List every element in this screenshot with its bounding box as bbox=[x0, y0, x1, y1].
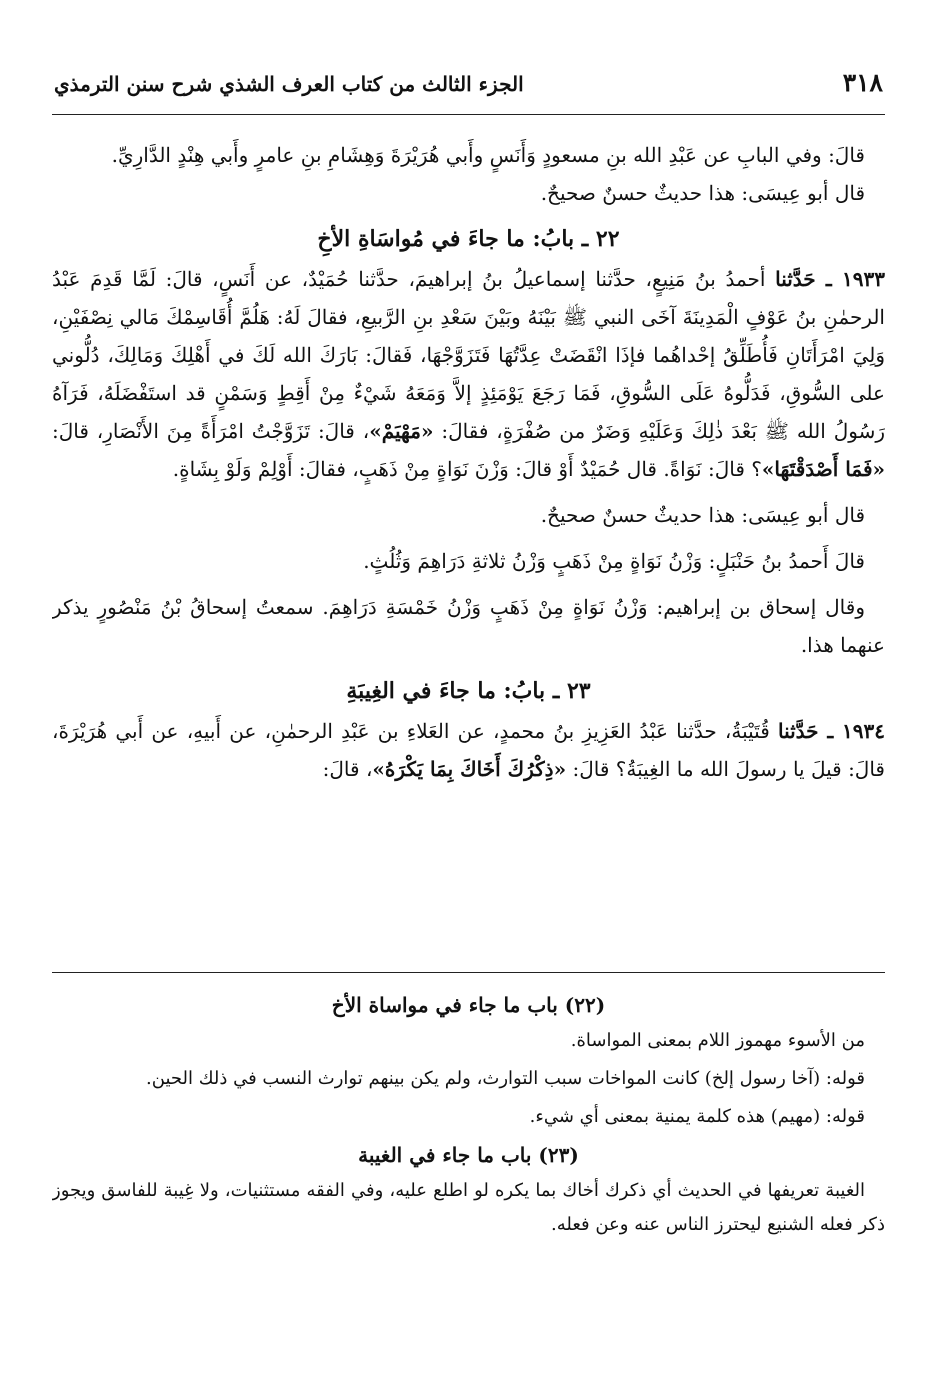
hadith-1933-text: أحمدُ بنُ مَنِيعٍ، حدَّثنا إسماعيلُ بنُ إبراهيمَ، حدَّثنا حُمَيْدٌ، عن أَنَسٍ، قالَ: لَمَّا قَدِمَ عَبْدُ الرحمٰنِ بنُ عَوْفٍ الْمَدِينَةَ آخَى النبي ﷺ بَيْنَهُ وبَيْنَ سَعْدِ بنِ الرَّبيعِ، فقالَ لَهُ: هَلُمَّ أُقَاسِمْكَ مَالي نِصْفَيْنِ، وَلِيَ امْرَأَتَانِ فَأُطَلِّقُ إحْداهُما فإذَا انْقَضَتْ عِدَّتُهَا فَتَزَوَّجْهَا، فَقالَ: بَارَكَ الله لَكَ في أَهْلِكَ وَمَالِكَ، دُلُّوني على السُّوقِ، فَدَلُّوهُ عَلَى السُّوقِ، فَمَا رَجَعَ يَوْمَئِذٍ إلاَّ وَمَعَهُ شَيْءٌ مِنْ أَقِطٍ وَسَمْنٍ قد استَفْضَلَهُ، فَرَآهُ رَسُولُ الله ﷺ بَعْدَ ذٰلِكَ وَعَلَيْهِ وَضَرٌ من صُفْرَةٍ، فقالَ: bbox=[52, 267, 885, 443]
hadith-1933-text-3: ؟ قالَ: نَوَاةً. قال حُمَيْدٌ أَوْ قالَ: وَزْنَ نَوَاةٍ مِنْ ذَهَبٍ، فقالَ: أَوْلِمْ وَلَوْ بِشَاةٍ. bbox=[172, 457, 762, 481]
hadith-1933-quote-2: «فَمَا أَصْدَقْتَهَا» bbox=[761, 457, 885, 481]
commentary-line-1: من الأسوء مهموز اللام بمعنى المواساة. bbox=[570, 1030, 865, 1051]
commentary-line-2: قوله: (آخا رسول إلخ) كانت المواخات سبب التوارث، ولم يكن بينهم توارث النسب في ذلك الحين. bbox=[146, 1068, 865, 1089]
hadith-1934 bbox=[52, 712, 885, 788]
hadith-1934-text: قُتَيْبَةُ، حدَّثنا عَبْدُ العَزِيزِ بنُ محمدٍ، عن العَلاءِ بن عَبْدِ الرحمٰنِ، عن أَبيهِ، عن أَبي هُرَيْرَةَ، قالَ: قيلَ يا رسولَ الله ما الغِيبَةُ؟ قالَ: bbox=[52, 719, 885, 781]
hadith-number-1933: ١٩٣٣ ـ حَدَّثنا bbox=[775, 267, 885, 291]
main-text bbox=[52, 136, 885, 956]
hadith-1933-quote-1: «مَهْيَمْ» bbox=[369, 419, 434, 443]
running-title: الجزء الثالث من كتاب العرف الشذي شرح سنن الترمذي bbox=[54, 72, 524, 96]
commentary-section bbox=[52, 984, 885, 1334]
page-number: ٣١٨ bbox=[842, 68, 883, 97]
paragraph-grading-2: قال أبو عِيسَى: هذا حديثٌ حسنٌ صحيحٌ. bbox=[540, 503, 865, 527]
commentary-heading-23: (٢٣) باب ما جاء في الغيبة bbox=[358, 1143, 579, 1167]
footnote-separator bbox=[52, 972, 885, 973]
chapter-heading-23: ٢٣ ـ بابُ: ما جاءَ في الغِيبَةِ bbox=[346, 678, 591, 704]
commentary-line-3: قوله: (مهيم) هذه كلمة يمنية بمعنى أي شيء. bbox=[529, 1106, 865, 1127]
commentary-line-4: الغيبة تعريفها في الحديث أي ذكرك أخاك بما يكره لو اطلع عليه، وفي الفقه مستثنيات، ولا غِيبة للفاسق ويجوز ذكر فعله الشنيع ليحترز الناس عنه وعن فعله. bbox=[52, 1180, 885, 1235]
hadith-1934-quote: «ذِكْرُكَ أَخَاكَ بِمَا يَكْرَهُ» bbox=[372, 757, 567, 781]
hadith-1933-text-2: ، قالَ: تَزَوَّجْتُ امْرَأَةً مِنَ الأَنْصَارِ، قالَ: bbox=[52, 419, 370, 443]
paragraph-grading: قال أبو عِيسَى: هذا حديثٌ حسنٌ صحيحٌ. bbox=[540, 181, 865, 205]
commentary-heading-22: (٢٢) باب ما جاء في مواساة الأخ bbox=[331, 993, 606, 1017]
header-rule bbox=[52, 114, 885, 115]
paragraph-chapter-note: قالَ: وفي البابِ عن عَبْدِ الله بنِ مسعودٍ وَأَنَسٍ وأَبي هُرَيْرَةَ وَهِشَامِ بنِ عامرٍ وأَبي هِنْدٍ الدَّارِيِّ. bbox=[111, 143, 865, 167]
hadith-1934-text-2: ، قالَ: bbox=[322, 757, 373, 781]
chapter-heading-22: ٢٢ ـ بابُ: ما جاءَ في مُواسَاةِ الأخِ bbox=[317, 226, 620, 252]
paragraph-ahmad: قالَ أَحمدُ بنُ حَنْبَلٍ: وَزْنُ نَوَاةٍ مِنْ ذَهَبٍ وَزْنُ ثلاثةِ دَرَاهِمَ وَثُلُثٍ. bbox=[363, 549, 865, 573]
paragraph-ishaq: وقال إسحاق بن إبراهيم: وَزْنُ نَوَاةٍ مِنْ ذَهَبٍ وَزْنُ خَمْسَةِ دَرَاهِمَ. سمعتُ إسحاقُ بْنُ مَنْصُورٍ يذكر عنهما هذا. bbox=[52, 595, 885, 657]
page-header bbox=[52, 62, 885, 112]
hadith-1933 bbox=[52, 260, 885, 488]
hadith-number-1934: ١٩٣٤ ـ حَدَّثنا bbox=[777, 719, 885, 743]
